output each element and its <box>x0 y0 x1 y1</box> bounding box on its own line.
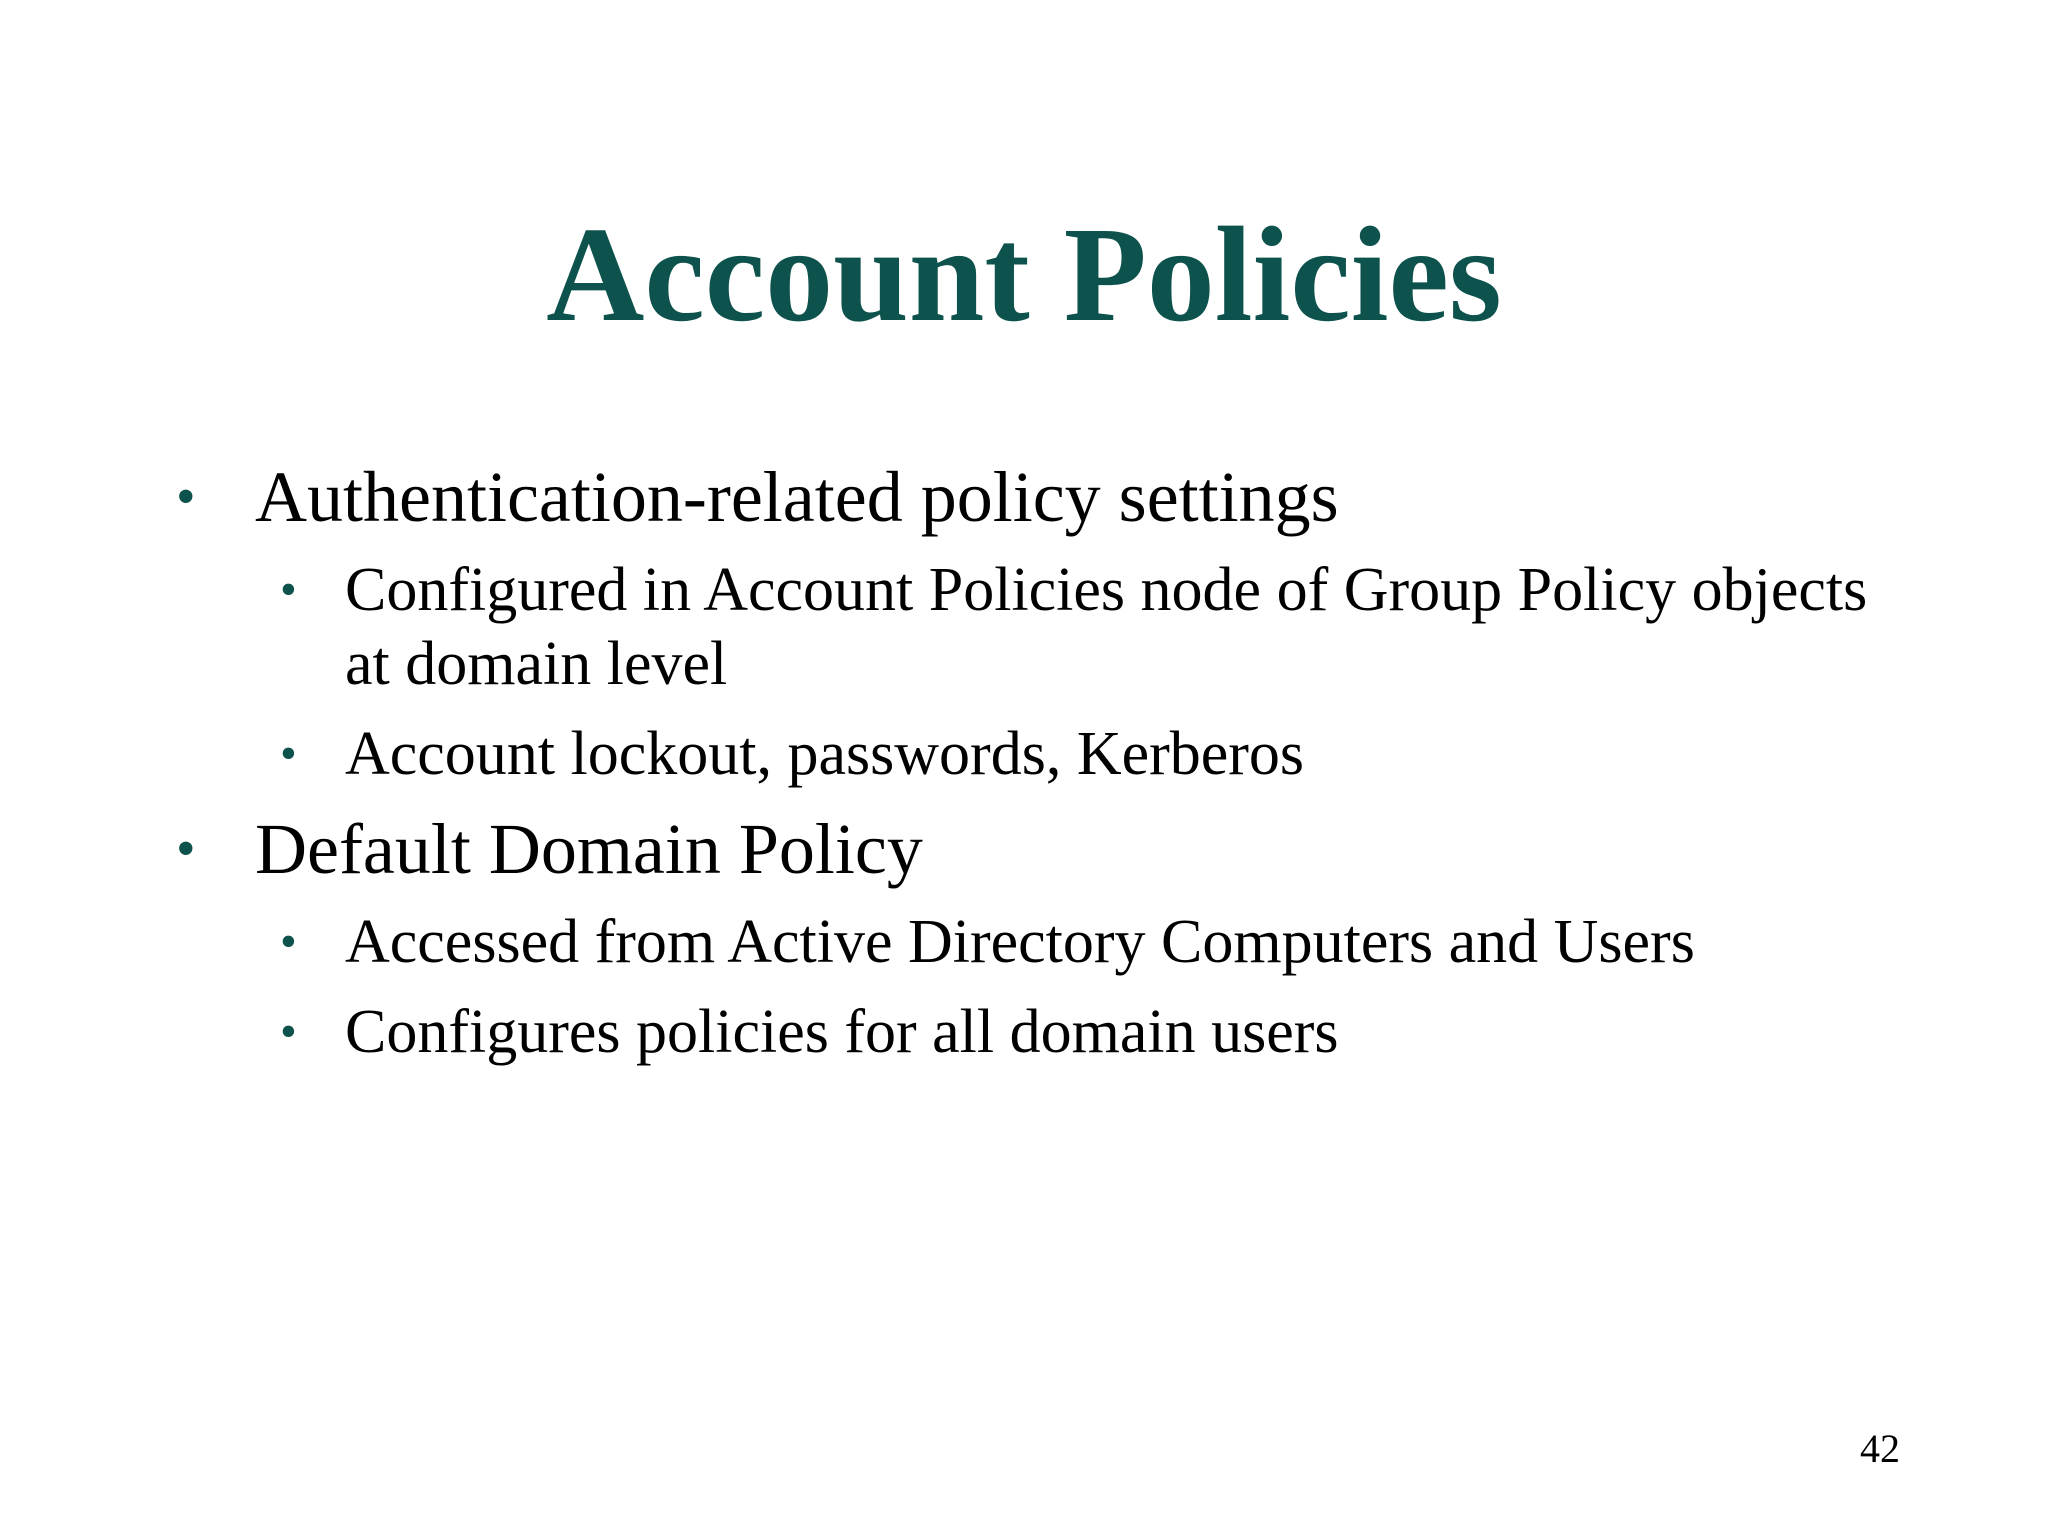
sub-bullet-item <box>170 995 1870 1069</box>
sub-bullet-text: Account lockout, passwords, Kerberos <box>345 720 1305 788</box>
bullet-item <box>170 455 1870 539</box>
sub-bullet-text: Configures policies for all domain users <box>345 998 1339 1066</box>
bullet-icon: • <box>176 466 196 528</box>
bullet-icon: • <box>176 818 196 880</box>
page-number: 42 <box>1860 1426 1900 1471</box>
sub-bullet-icon: • <box>280 915 297 968</box>
sub-bullet-icon: • <box>280 727 297 780</box>
sub-bullet-icon: • <box>280 563 297 616</box>
bullet-text: Authentication-related policy settings <box>255 457 1339 537</box>
sub-bullet-icon: • <box>280 1005 297 1058</box>
bullet-list <box>170 455 1870 1085</box>
sub-bullet-item <box>170 717 1870 791</box>
slide-title: Account Policies <box>546 200 1502 350</box>
sub-bullet-item <box>170 905 1870 979</box>
sub-bullet-text: Configured in Account Policies node of Group Policy objects at domain level <box>345 556 1868 698</box>
sub-bullet-item <box>170 553 1870 701</box>
bullet-text: Default Domain Policy <box>255 809 923 889</box>
bullet-item <box>170 807 1870 891</box>
sub-bullet-text: Accessed from Active Directory Computers and Users <box>345 908 1695 976</box>
